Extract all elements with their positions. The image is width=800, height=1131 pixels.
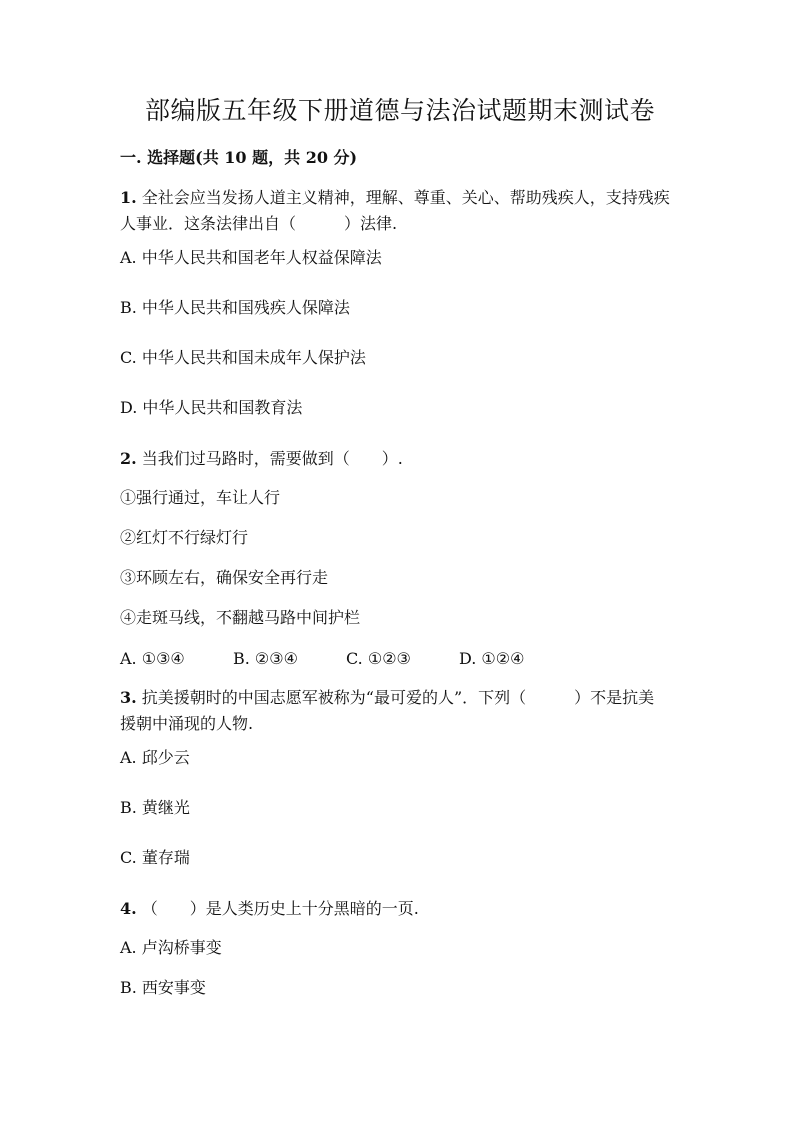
question-1-continued: 人事业．这条法律出自（ ）法律.: [120, 214, 398, 233]
statement-1: ①强行通过，车让人行: [120, 488, 281, 507]
option-a: A. 邱少云: [120, 748, 190, 767]
option-d: D. ①②④: [459, 649, 525, 668]
question-text: 当我们过马路时，需要做到（ ）.: [141, 449, 403, 468]
option-b: B. 黄继光: [120, 798, 190, 817]
question-text: 全社会应当发扬人道主义精神，理解、尊重、关心、帮助残疾人，支持残疾: [141, 188, 670, 207]
page-title: 部编版五年级下册道德与法治试题期末测试卷: [144, 96, 655, 125]
option-a: A. 卢沟桥事变: [120, 938, 222, 957]
section-heading: 一. 选择题(共 10 题，共 20 分): [120, 148, 358, 167]
option-c: C. 中华人民共和国未成年人保护法: [120, 348, 366, 367]
option-a: A. ①③④: [120, 649, 185, 668]
question-2: [120, 446, 403, 472]
question-3: [120, 685, 654, 711]
question-text: （ ）是人类历史上十分黑暗的一页.: [141, 899, 419, 918]
question-3-continued: 援朝中涌现的人物.: [120, 714, 254, 733]
option-b: B. ②③④: [233, 649, 298, 668]
option-d: D. 中华人民共和国教育法: [120, 398, 303, 417]
question-number: 4.: [120, 899, 137, 918]
option-c: C. ①②③: [346, 649, 411, 668]
question-1: [120, 185, 670, 211]
option-c: C. 董存瑞: [120, 848, 190, 867]
statement-4: ④走斑马线，不翻越马路中间护栏: [120, 608, 361, 627]
question-number: 3.: [120, 688, 137, 707]
statement-3: ③环顾左右，确保安全再行走: [120, 568, 329, 587]
option-a: A. 中华人民共和国老年人权益保障法: [120, 248, 382, 267]
statement-2: ②红灯不行绿灯行: [120, 528, 249, 547]
question-4: [120, 896, 419, 922]
option-b: B. 西安事变: [120, 978, 206, 997]
question-number: 1.: [120, 188, 137, 207]
option-b: B. 中华人民共和国残疾人保障法: [120, 298, 350, 317]
question-number: 2.: [120, 449, 137, 468]
question-text: 抗美援朝时的中国志愿军被称为“最可爱的人”．下列（ ）不是抗美: [141, 688, 655, 707]
